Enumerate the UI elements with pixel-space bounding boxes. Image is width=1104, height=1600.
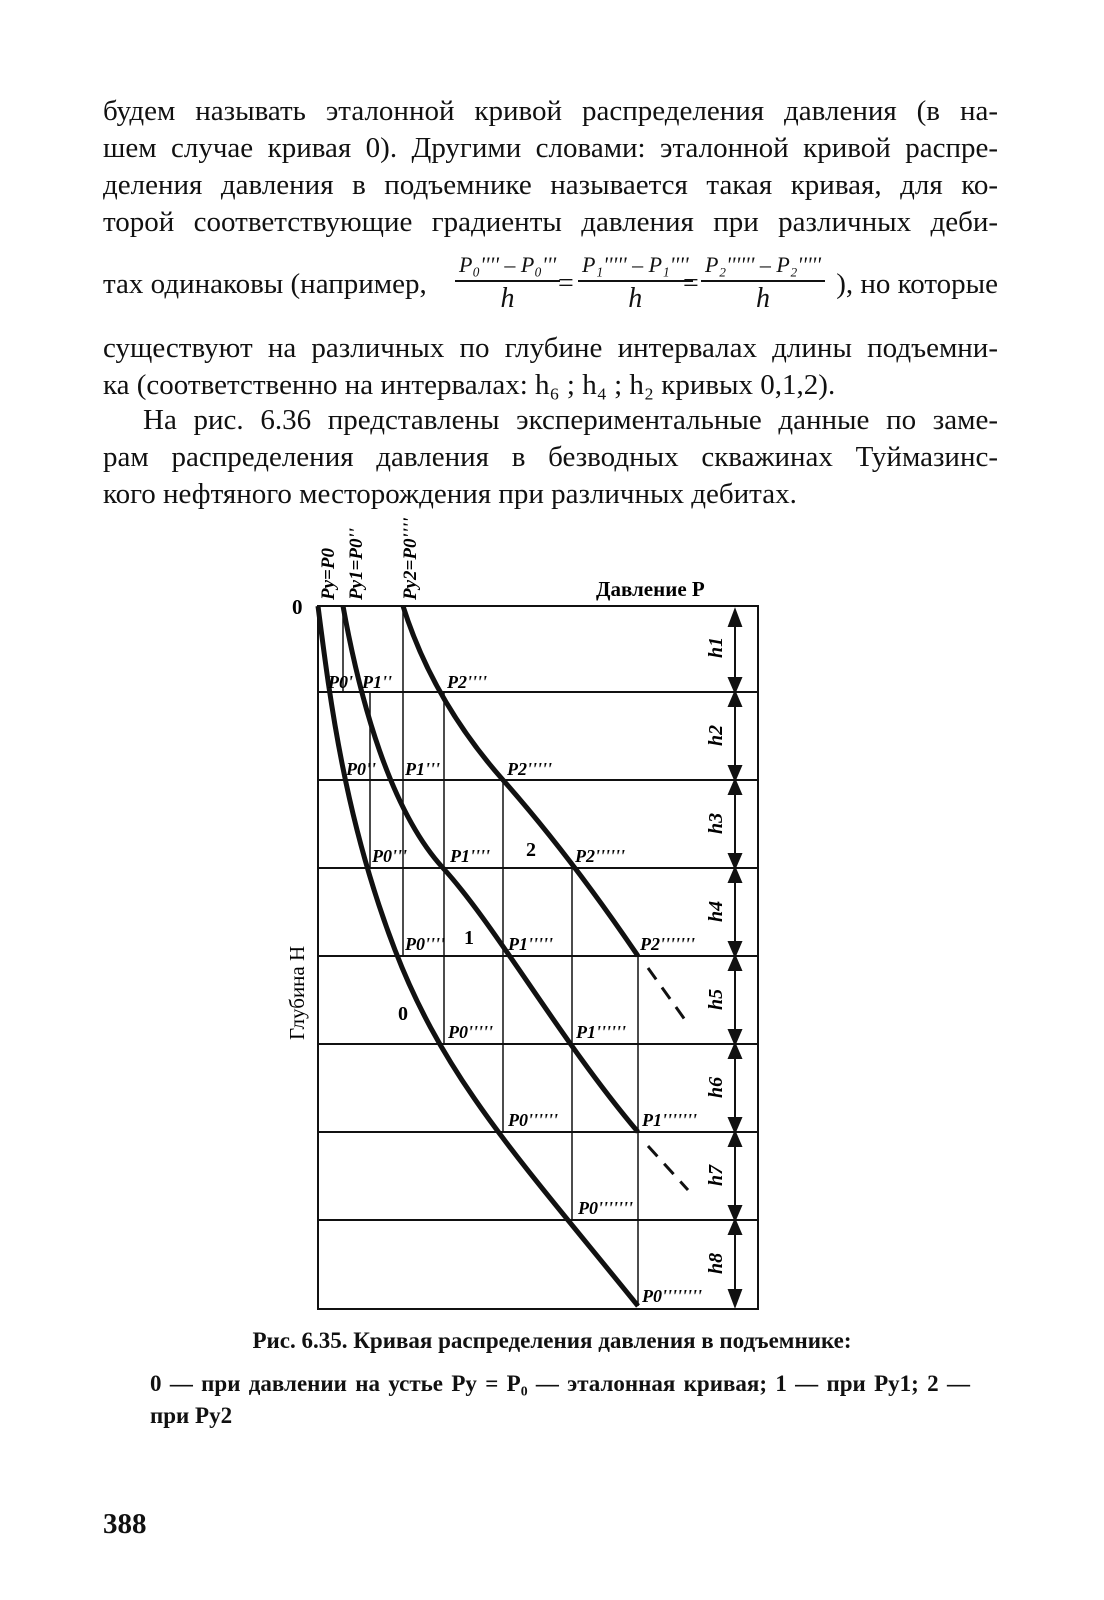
label-h3: h3 bbox=[705, 812, 727, 834]
fraction-3 bbox=[701, 250, 825, 316]
equals-sign: = bbox=[683, 268, 699, 299]
origin-label: 0 bbox=[292, 595, 303, 619]
label-p0-8: P0'''''''' bbox=[642, 1286, 703, 1306]
curve-1 bbox=[343, 606, 638, 1132]
curve-1-label: 1 bbox=[464, 927, 474, 949]
plot-frame bbox=[318, 606, 758, 1309]
top-labels bbox=[318, 517, 421, 601]
text-line: деления давления в подъемнике называется такая кривая, для ко- bbox=[103, 169, 998, 201]
curve-labels bbox=[398, 839, 536, 1025]
figure-caption-body: 0 — при давлении на устье Pу = P₀ — эталонная кривая; 1 — при Pу1; 2 — при Pу2 bbox=[150, 1371, 970, 1428]
label-py1: Pу1=P0'' bbox=[346, 527, 367, 600]
fraction-denominator: h bbox=[755, 283, 770, 314]
label-py2: Pу2=P0'''' bbox=[400, 517, 421, 600]
interval-lines bbox=[318, 692, 758, 1220]
label-p0-7: P0''''''' bbox=[578, 1198, 634, 1218]
text-line: ка (соответственно на интервалах: h₆ ; h₄ ; h₂ кривых 0,1,2). bbox=[103, 369, 836, 401]
y-axis-title: Глубина H bbox=[285, 945, 309, 1040]
text-line: кого нефтяного месторождения при различных дебитах. bbox=[103, 478, 797, 510]
interval-labels bbox=[705, 637, 727, 1274]
text-line: На рис. 6.36 представлены экспериментальные данные по заме- bbox=[143, 404, 998, 436]
text-line: шем случае кривая 0). Другими словами: эталонной кривой распре- bbox=[103, 132, 998, 164]
label-h8: h8 bbox=[705, 1252, 727, 1274]
x-axis-title: Давление P bbox=[596, 577, 705, 601]
formula-lead-text: тах одинаковы (например, bbox=[103, 268, 427, 300]
interval-arrows bbox=[729, 610, 741, 1306]
label-p1-3: P1'''' bbox=[450, 846, 490, 866]
fraction-numerator: P₁''''' – P₁'''' bbox=[578, 250, 693, 282]
label-p2-2: P2''''' bbox=[507, 759, 552, 779]
label-h7: h7 bbox=[705, 1164, 727, 1186]
page-number: 388 bbox=[103, 1508, 147, 1540]
label-p1-5: P1'''''' bbox=[576, 1022, 627, 1042]
fraction-1 bbox=[455, 250, 560, 316]
label-h2: h2 bbox=[705, 724, 727, 746]
label-p0-4: P0'''' bbox=[405, 934, 445, 954]
label-p2-4: P2''''''' bbox=[640, 934, 696, 954]
fraction-denominator: h bbox=[628, 283, 643, 314]
label-h6: h6 bbox=[705, 1076, 727, 1098]
paragraph-2 bbox=[103, 330, 998, 404]
curve-2-extension bbox=[648, 968, 688, 1024]
curve-2 bbox=[403, 606, 638, 956]
label-p1-2: P1''' bbox=[405, 759, 440, 779]
text-line: будем называть эталонной кривой распределения давления (в на- bbox=[103, 95, 998, 127]
label-p0-2: P0'' bbox=[346, 759, 376, 779]
text-line: существуют на различных по глубине интервалах длины подъемни- bbox=[103, 332, 998, 364]
fraction-denominator: h bbox=[500, 283, 515, 314]
paragraph-3 bbox=[103, 402, 998, 513]
label-p2-3: P2'''''' bbox=[575, 846, 626, 866]
fraction-numerator: P₂'''''' – P₂''''' bbox=[701, 250, 825, 282]
label-h1: h1 bbox=[705, 636, 727, 658]
text-line: рам распределения давления в безводных скважинах Туймазинс- bbox=[103, 441, 998, 473]
point-labels bbox=[327, 672, 702, 1306]
curve-2-label: 2 bbox=[526, 839, 536, 861]
formula-line bbox=[103, 250, 998, 320]
label-p0-1: P0' bbox=[328, 672, 353, 692]
label-p1-6: P1''''''' bbox=[642, 1110, 698, 1130]
label-p1-4: P1''''' bbox=[508, 934, 553, 954]
label-p0-3: P0''' bbox=[372, 846, 407, 866]
label-py: Pу=P0 bbox=[318, 548, 339, 600]
label-h4: h4 bbox=[705, 900, 727, 922]
fraction-2 bbox=[578, 250, 693, 316]
vertical-guides bbox=[343, 606, 638, 1306]
label-p1-1: P1'' bbox=[362, 672, 392, 692]
formula-tail-text: ), но которые bbox=[836, 268, 998, 300]
label-h5: h5 bbox=[705, 988, 727, 1010]
curve-0-label: 0 bbox=[398, 1003, 408, 1025]
label-p0-5: P0''''' bbox=[448, 1022, 493, 1042]
curve-1-extension bbox=[648, 1146, 688, 1190]
label-p2-1: P2'''' bbox=[447, 672, 487, 692]
label-p0-6: P0'''''' bbox=[508, 1110, 559, 1130]
text-line: торой соответствующие градиенты давления при различных деби- bbox=[103, 206, 998, 238]
curve-0 bbox=[318, 606, 638, 1306]
figure-caption-title: Рис. 6.35. Кривая распределения давления в подъемнике: bbox=[252, 1328, 852, 1353]
paragraph-1 bbox=[103, 93, 998, 241]
fraction-numerator: P₀'''' – P₀''' bbox=[455, 250, 560, 282]
equals-sign: = bbox=[558, 268, 574, 299]
